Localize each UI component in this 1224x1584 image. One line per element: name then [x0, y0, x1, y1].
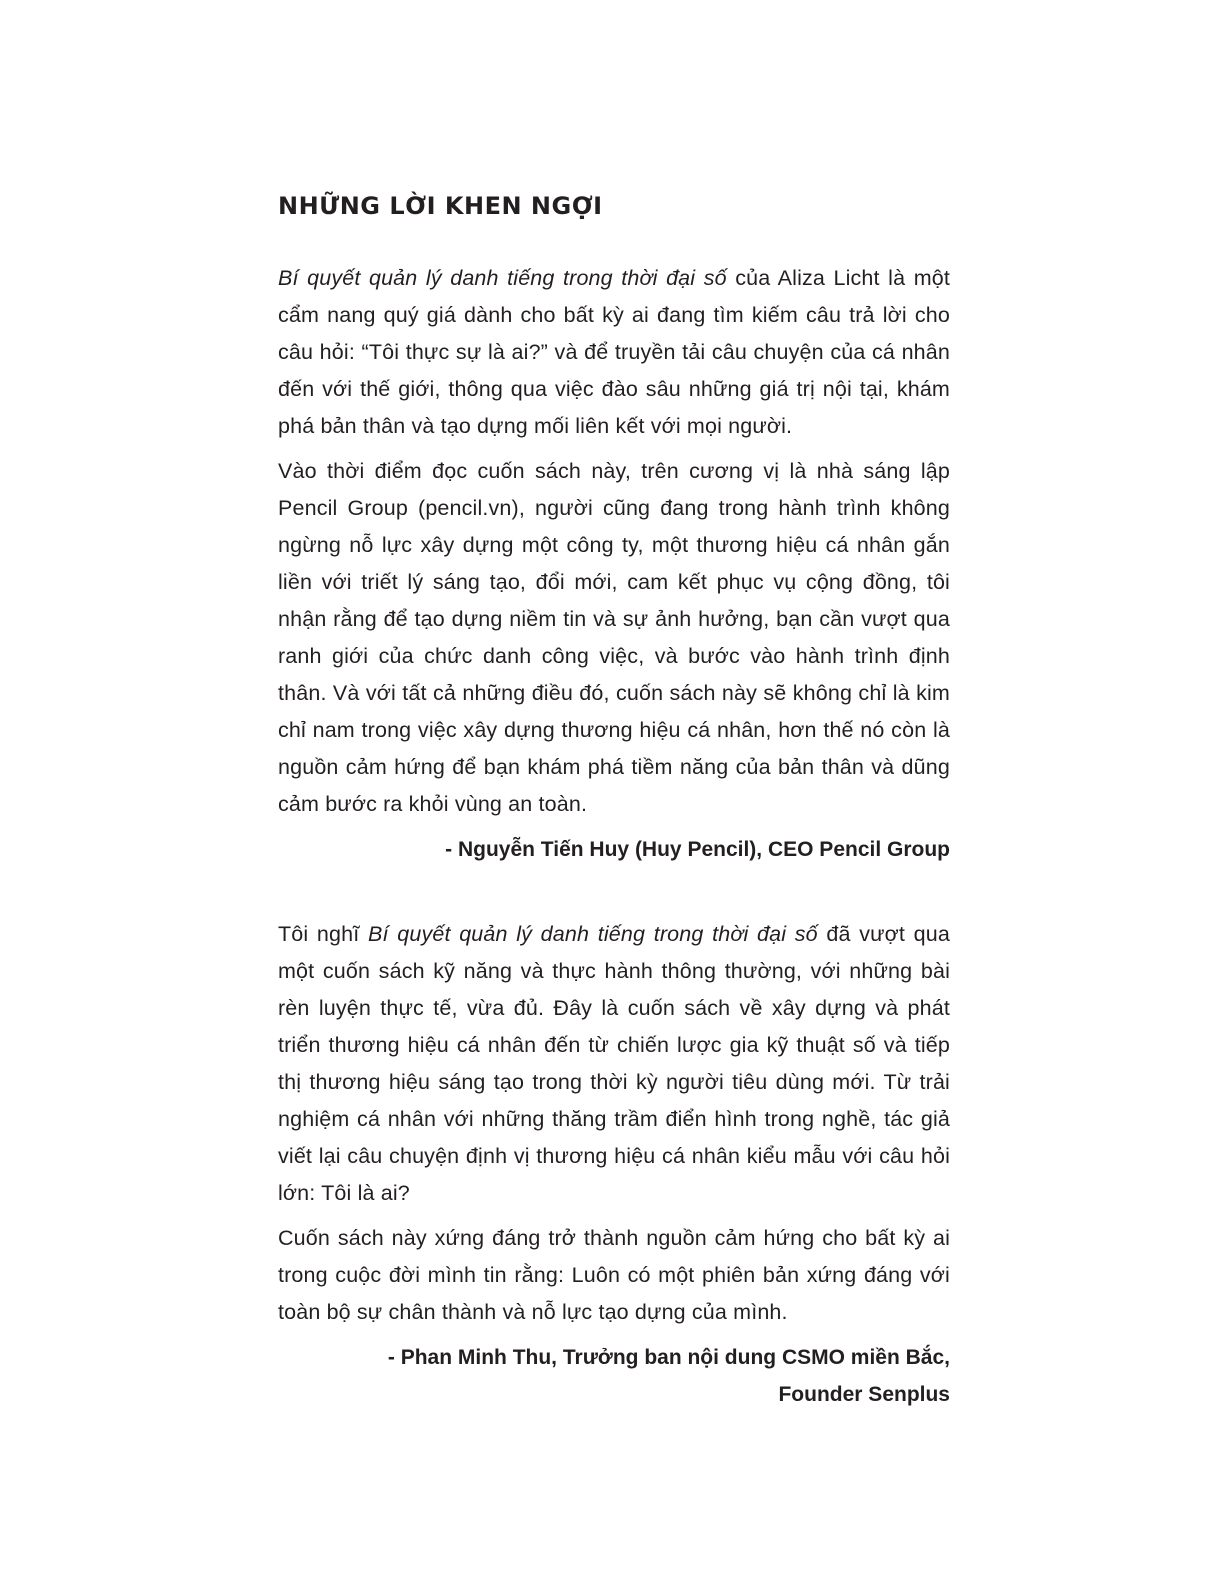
review-1-paragraph-1	[278, 260, 950, 445]
review-2-paragraph-1-text: đã vượt qua một cuốn sách kỹ năng và thực hành thông thường, với những bài rèn luyện thực tế, vừa đủ. Đây là cuốn sách về xây dựng và phát triển thương hiệu cá nhân đến từ chiến lược gia kỹ thuật số và tiếp thị thương hiệu sáng tạo trong thời kỳ người tiêu dùng mới. Từ trải nghiệm cá nhân với những thăng trầm điển hình trong nghề, tác giả viết lại câu chuyện định vị thương hiệu cá nhân kiểu mẫu với câu hỏi lớn: Tôi là ai?	[278, 922, 950, 1205]
review-2-paragraph-2: Cuốn sách này xứng đáng trở thành nguồn cảm hứng cho bất kỳ ai trong cuộc đời mình tin rằng: Luôn có một phiên bản xứng đáng với toàn bộ sự chân thành và nỗ lực tạo dựng của mình.	[278, 1226, 950, 1324]
review-1-paragraph-1-text: của Aliza Licht là một cẩm nang quý giá dành cho bất kỳ ai đang tìm kiếm câu trả lời cho câu hỏi: “Tôi thực sự là ai?” và để truyền tải câu chuyện của cá nhân đến với thế giới, thông qua việc đào sâu những giá trị nội tại, khám phá bản thân và tạo dựng mối liên kết với mọi người.	[278, 266, 950, 438]
review-2-attribution-line-2: Founder Senplus	[778, 1383, 950, 1406]
book-title: Bí quyết quản lý danh tiếng trong thời đại số	[278, 266, 727, 290]
review-2-lead: Tôi nghĩ	[278, 922, 368, 946]
praise-page	[278, 186, 950, 1413]
page-heading: NHỮNG LỜI KHEN NGỢI	[278, 192, 603, 220]
review-2-paragraph-1	[278, 916, 950, 1212]
review-2-attribution-line-1: - Phan Minh Thu, Trưởng ban nội dung CSMO miền Bắc,	[387, 1346, 950, 1369]
review-1-paragraph-2: Vào thời điểm đọc cuốn sách này, trên cương vị là nhà sáng lập Pencil Group (pencil.vn), người cũng đang trong hành trình không ngừng nỗ lực xây dựng một công ty, một thương hiệu cá nhân gắn liền với triết lý sáng tạo, đổi mới, cam kết phục vụ cộng đồng, tôi nhận rằng để tạo dựng niềm tin và sự ảnh hưởng, bạn cần vượt qua ranh giới của chức danh công việc, và bước vào hành trình định thân. Và với tất cả những điều đó, cuốn sách này sẽ không chỉ là kim chỉ nam trong việc xây dựng thương hiệu cá nhân, hơn thế nó còn là nguồn cảm hứng để bạn khám phá tiềm năng của bản thân và dũng cảm bước ra khỏi vùng an toàn.	[278, 459, 950, 816]
review-1	[278, 260, 950, 868]
section-divider-space	[278, 868, 950, 916]
review-2	[278, 916, 950, 1413]
review-1-attribution: - Nguyễn Tiến Huy (Huy Pencil), CEO Pencil Group	[445, 838, 950, 861]
book-title: Bí quyết quản lý danh tiếng trong thời đại số	[368, 922, 818, 946]
